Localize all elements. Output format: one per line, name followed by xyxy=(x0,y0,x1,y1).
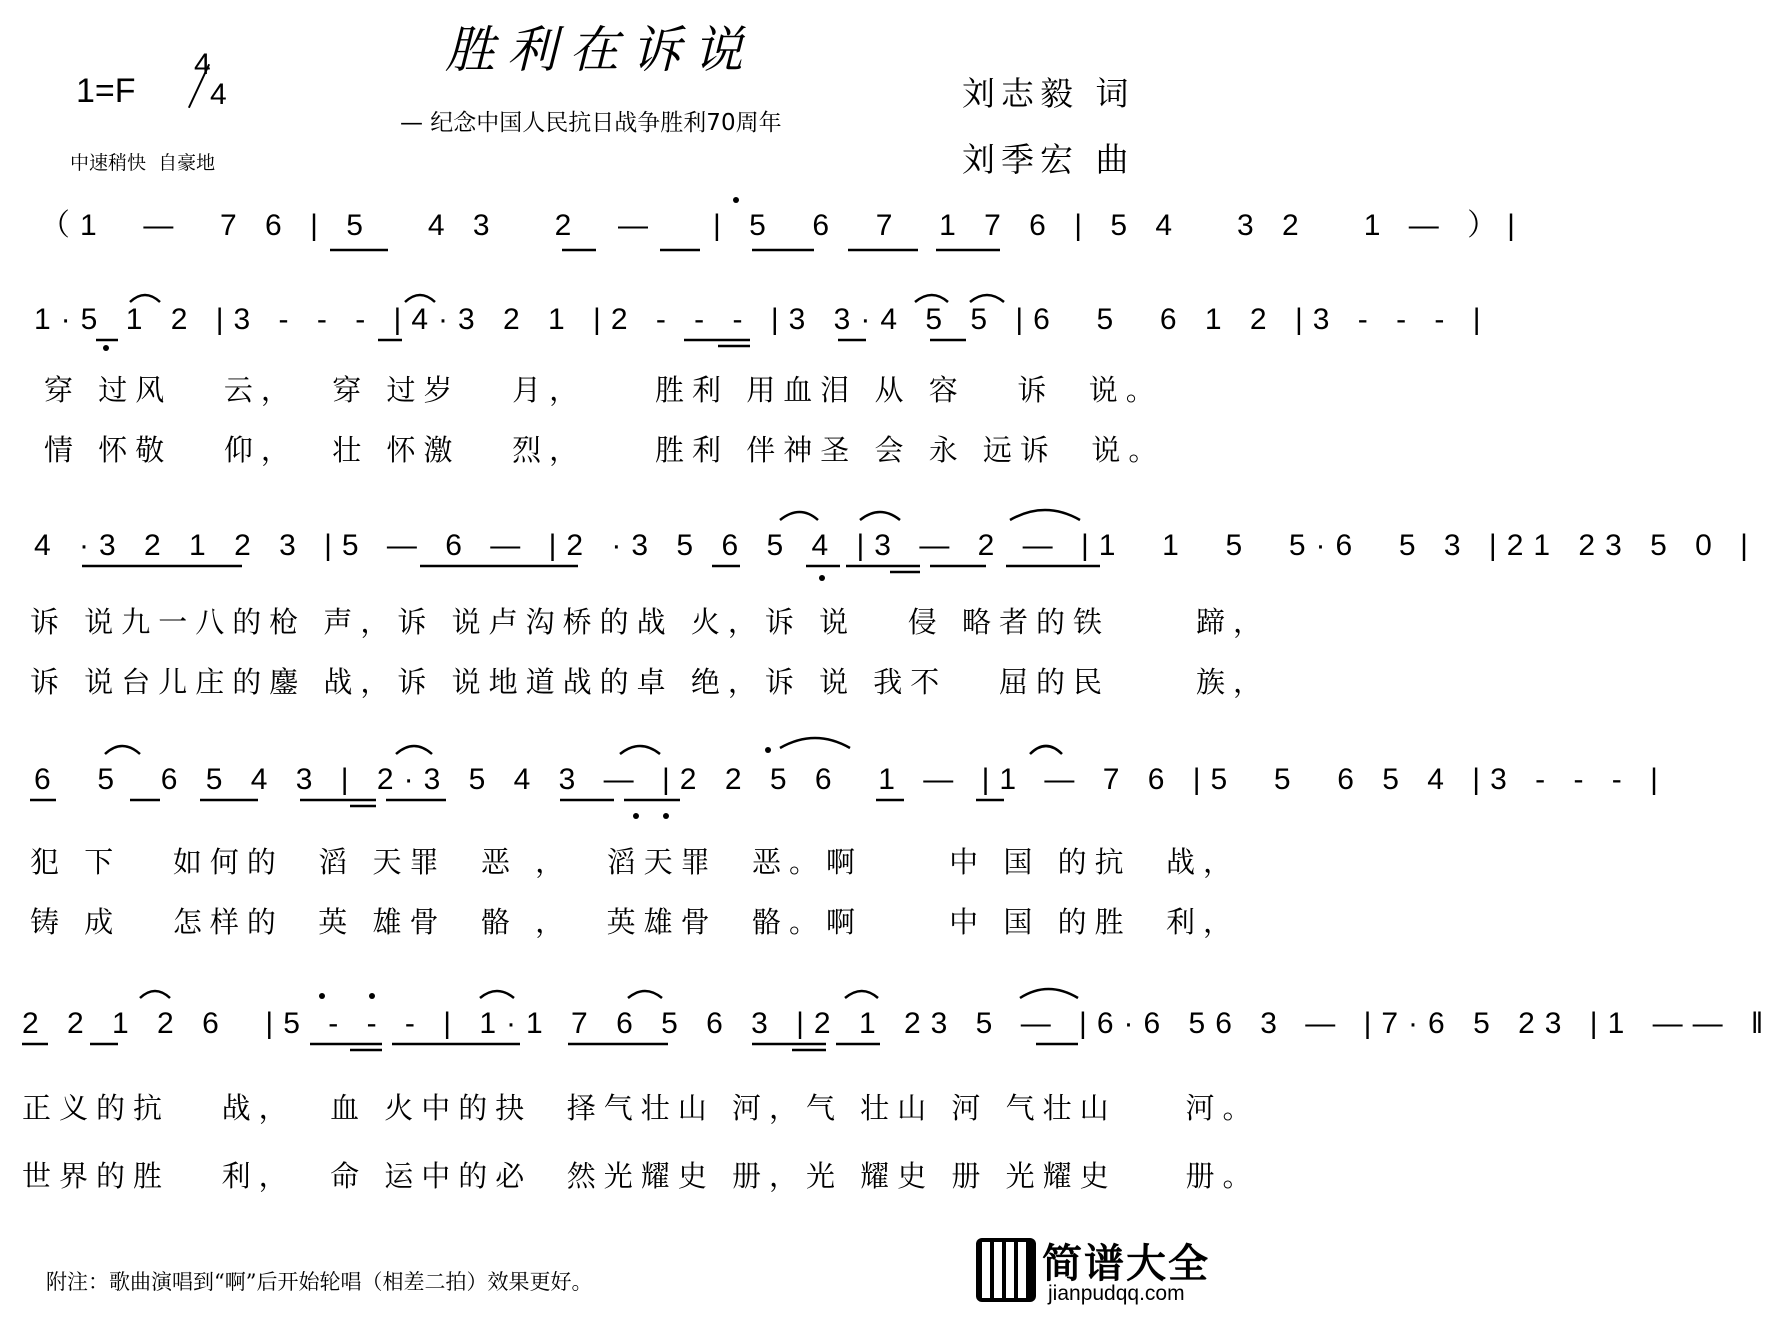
notation-line-3: 6 5 6 5 4 3 | 2·3 5 4 3 — |2 2 5 6 1 — |1 — 7 6 |5 5 6 5 4 |3 - - - | xyxy=(34,763,1668,796)
song-subtitle: — 纪念中国人民抗日战争胜利70周年 xyxy=(400,110,782,136)
lyric-verse2-line2: 诉 说台儿庄的鏖 战，诉 说地道战的卓 绝，诉 说 我不 屈的民 族， xyxy=(30,665,1271,699)
notation-line-2: 4 ·3 2 1 2 3 |5 — 6 — |2 ·3 5 6 5 4 |3 — 2 — |1 1 5 5·6 5 3 |21 23 5 0 | xyxy=(34,529,1758,562)
lyric-verse1-line4: 正义的抗 战， 血 火中的抉 择气壮山 河，气 壮山 河 气壮山 河。 xyxy=(22,1091,1260,1125)
notation-line-4: 2 2 1 2 6 |5 - - - | 1·1 7 6 5 6 3 |2 1 23 5 — |6·6 56 3 — |7·6 5 23 |1 —— ‖ xyxy=(22,1007,1773,1040)
slur-marks xyxy=(105,295,1080,998)
notation-line-1: 1·5 1 2 |3 - - - |4·3 2 1 |2 - - - |3 3·4 5 5 |6 5 6 1 2 |3 - - - | xyxy=(34,303,1491,336)
lyric-verse2-line1: 情 怀敬 仰， 壮 怀激 烈， 胜利 伴神圣 会 永 远诉 说。 xyxy=(44,433,1166,467)
beam-underlines xyxy=(22,250,1100,1050)
lyric-verse1-line3: 犯 下 如何的 滔 天罪 恶 ， 滔天罪 恶。啊 中 国 的抗 战， xyxy=(30,845,1241,879)
octave-dots xyxy=(103,197,825,999)
lyric-verse2-line3: 铸 成 怎样的 英 雄骨 骼 ， 英雄骨 骼。啊 中 国 的胜 利， xyxy=(30,905,1241,939)
time-numerator: 4 xyxy=(194,48,211,81)
composer-credit: 刘季宏 曲 xyxy=(962,140,1135,179)
watermark-name: 简谱大全 xyxy=(1042,1241,1210,1287)
tempo-marking: 中速稍快 自豪地 xyxy=(70,152,216,174)
lyric-verse1-line1: 穿 过风 云， 穿 过岁 月， 胜利 用血泪 从 容 诉 说。 xyxy=(44,373,1163,407)
watermark-url: jianpudqq.com xyxy=(1048,1282,1185,1305)
time-denominator: 4 xyxy=(210,78,227,111)
footnote: 附注：歌曲演唱到“啊”后开始轮唱（相差二拍）效果更好。 xyxy=(46,1270,593,1294)
notation-intro: （1 — 7 6 | 5 4 3 2 — | 5 6 7 1 7 6 | 5 4 3 2 1 — ）| xyxy=(40,209,1525,242)
lyricist-credit: 刘志毅 词 xyxy=(962,74,1135,113)
key-signature: 1=F xyxy=(76,72,136,110)
lyric-verse1-line2: 诉 说九一八的枪 声，诉 说卢沟桥的战 火，诉 说 侵 略者的铁 蹄， xyxy=(30,605,1271,639)
song-title: 胜利在诉说 xyxy=(445,21,755,79)
lyric-verse2-line4: 世界的胜 利， 命 运中的必 然光耀史 册，光 耀史 册 光耀史 册。 xyxy=(22,1159,1260,1193)
